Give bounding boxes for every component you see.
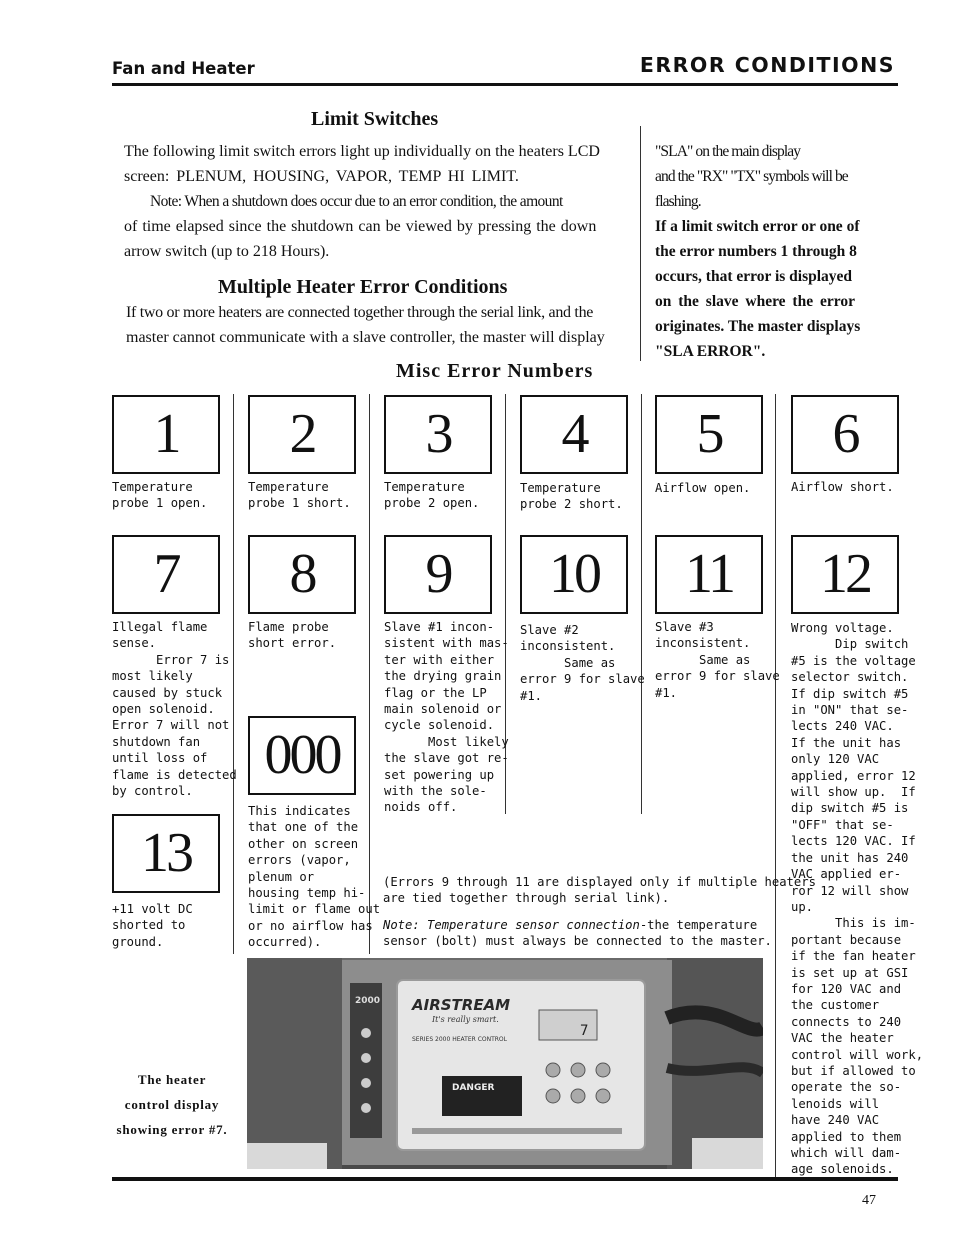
- sensor-note-line-2: sensor (bolt) must always be connected to the master.: [383, 934, 772, 948]
- limit-line-1: The following limit switch errors light up individually on the heaters LCD: [124, 143, 600, 160]
- photo-side-label: 2000: [355, 996, 381, 1006]
- sensor-note-label: Note: Temperature sensor connection: [383, 918, 640, 932]
- sensor-note: [383, 917, 757, 933]
- photo-caption-line-1: The heater: [137, 1072, 207, 1087]
- sidebar-bold-5: originates. The master displays: [655, 318, 861, 335]
- sidebar-bold-3: occurs, that error is displayed: [655, 268, 853, 285]
- errors-multiple-note: (Errors 9 through 11 are displayed only if multiple heaters are tied together through serial link).: [383, 875, 816, 906]
- heater-control-photo: [247, 958, 763, 1169]
- error-8-description: Flame probe short error.: [248, 620, 337, 651]
- multiple-heater-text: [126, 300, 631, 350]
- error-1-box: 1: [112, 395, 220, 474]
- error-6-description: Airflow short.: [791, 480, 894, 494]
- limit-switches-text: [124, 139, 624, 264]
- error-7-box: 7: [112, 535, 220, 614]
- photo-danger-label: DANGER: [452, 1083, 495, 1093]
- header-rule: [112, 83, 898, 86]
- error-000-box: 000: [248, 716, 356, 795]
- sidebar-line-2: and the "RX" "TX" symbols will be: [655, 168, 848, 185]
- photo-caption: [112, 1067, 232, 1142]
- photo-tagline: It's really smart.: [432, 1015, 499, 1024]
- error-11-box: 11: [655, 535, 763, 614]
- photo-caption-line-2: control display: [124, 1097, 220, 1112]
- section-title: Fan and Heater: [112, 59, 255, 78]
- error-12-description: Wrong voltage. Dip switch #5 is the voltage selector switch. If dip switch #5 in "ON" that se- lects 240 VAC. If the unit has only 120 VAC applied, error 12 will show up. If dip switch #5 is "OFF" that se- lects 120 VAC. If the unit has 240 VAC applied er- ror 12 will show up. This is im- portant because if the fan heater is set up at GSI for 120 VAC and the customer connects to 240 VAC the heater control will work, but if allowed to operate the so- lenoids will have 240 VAC applied to them which will dam- age solenoids.: [791, 621, 924, 1177]
- error-2-box: 2: [248, 395, 356, 474]
- error-000-description: This indicates that one of the other on screen errors (vapor, plenum or housing temp hi- limit or flame out or no airflow has occurred).: [248, 804, 381, 950]
- sidebar-line-1: "SLA" on the main display: [655, 143, 801, 160]
- column-divider-5: [775, 394, 776, 1179]
- multiple-line-1: If two or more heaters are connected together through the serial link, and the: [126, 304, 594, 321]
- error-8-box: 8: [248, 535, 356, 614]
- photo-brand: AIRSTREAM: [412, 996, 511, 1014]
- limit-switches-heading: Limit Switches: [311, 108, 439, 130]
- photo-caption-line-3: showing error #7.: [116, 1122, 228, 1137]
- error-6-box: 6: [791, 395, 899, 474]
- error-10-box: 10: [520, 535, 628, 614]
- sensor-note-text: -the temperature: [639, 918, 758, 932]
- error-11-description: Slave #3 inconsistent. Same as error 9 for slave #1.: [655, 620, 780, 700]
- multiple-heater-heading: Multiple Heater Error Conditions: [218, 276, 508, 298]
- sidebar-bold-4: on the slave where the error: [655, 293, 855, 310]
- error-5-box: 5: [655, 395, 763, 474]
- multiple-line-2: master cannot communicate with a slave controller, the master will display: [126, 329, 605, 346]
- error-13-description: +11 volt DC shorted to ground.: [112, 902, 193, 949]
- error-9-box: 9: [384, 535, 492, 614]
- page-title: ERROR CONDITIONS: [639, 53, 895, 77]
- error-7-description: Illegal flame sense. Error 7 is most likely caused by stuck open solenoid. Error 7 will not shutdown fan until loss of flame is detected by control.: [112, 620, 237, 799]
- error-13-box: 13: [112, 814, 220, 893]
- sidebar-bold-1: If a limit switch error or one of: [655, 218, 860, 235]
- error-4-box: 4: [520, 395, 628, 474]
- column-divider-4: [641, 394, 642, 814]
- sidebar-line-3: flashing.: [655, 193, 701, 210]
- error-3-box: 3: [384, 395, 492, 474]
- photo-illustration: [247, 958, 763, 1169]
- sidebar-bold-2: the error numbers 1 through 8: [655, 243, 857, 260]
- error-3-description: Temperature probe 2 open.: [384, 480, 480, 511]
- error-9-description: Slave #1 incon- sistent with mas- ter with either the drying grain flag or the LP main solenoid or cycle solenoid. Most likely the slave got re- set powering up with the sole- noids off.: [384, 620, 509, 815]
- error-5-description: Airflow open.: [655, 481, 751, 495]
- photo-display-value: 7: [580, 1023, 589, 1039]
- limit-note-2: of time elapsed since the shutdown can be viewed by pressing the down: [124, 218, 597, 235]
- error-4-description: Temperature probe 2 short.: [520, 481, 623, 512]
- page-number: 47: [862, 1193, 876, 1208]
- limit-note-1: Note: When a shutdown does occur due to an error condition, the amount: [150, 193, 563, 210]
- sidebar-text: [655, 139, 875, 364]
- sidebar-divider: [640, 126, 641, 361]
- limit-note-3: arrow switch (up to 218 Hours).: [124, 243, 330, 260]
- sidebar-bold-6: "SLA ERROR".: [655, 343, 766, 360]
- photo-series: SERIES 2000 HEATER CONTROL: [412, 1036, 507, 1043]
- error-10-description: Slave #2 inconsistent. Same as error 9 for slave #1.: [520, 623, 645, 703]
- misc-error-numbers-heading: Misc Error Numbers: [396, 360, 594, 382]
- limit-line-2: screen: PLENUM, HOUSING, VAPOR, TEMP HI LIMIT.: [124, 168, 519, 185]
- error-2-description: Temperature probe 1 short.: [248, 480, 351, 511]
- error-12-box: 12: [791, 535, 899, 614]
- error-1-description: Temperature probe 1 open.: [112, 480, 208, 511]
- footer-rule: [112, 1177, 898, 1181]
